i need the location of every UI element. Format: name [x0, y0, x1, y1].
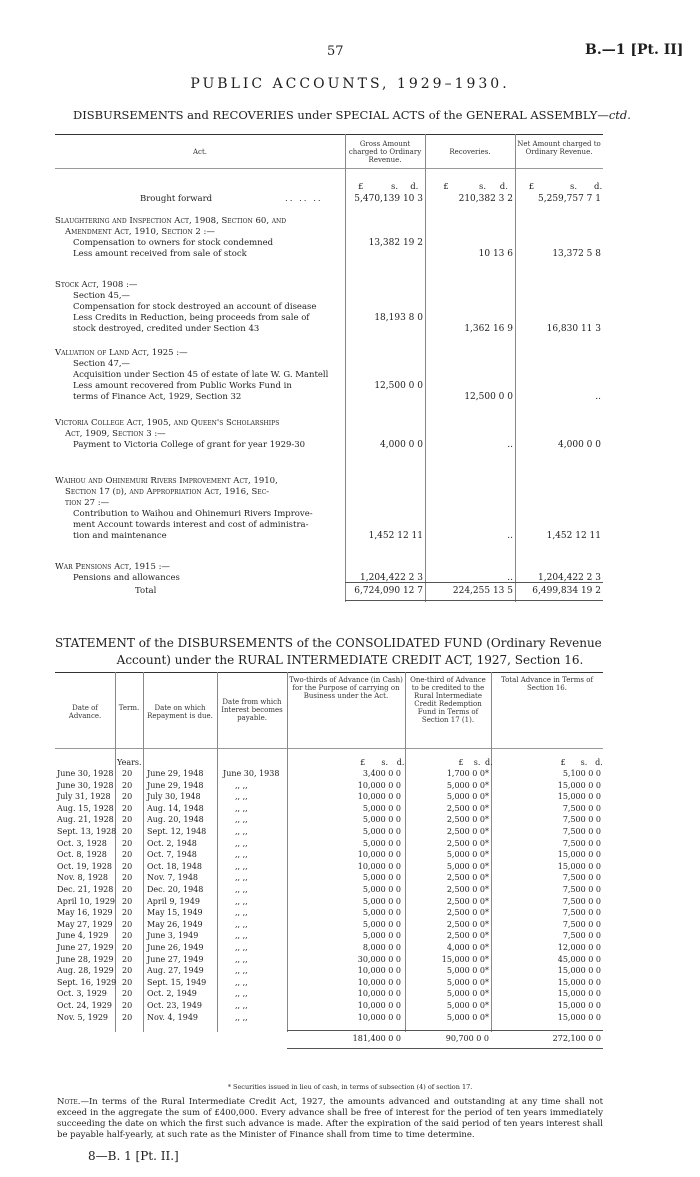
one-third-amount: 2,500 0 0* [446, 838, 489, 848]
act-line: Payment to Victoria College of grant for year 1929-30 [73, 440, 306, 450]
act-line: Acquisition under Section 45 of estate of late W. G. Mantell [73, 370, 329, 380]
repayment-date: Oct. 2, 1949 [147, 989, 197, 999]
term: 20 [122, 919, 133, 929]
act-line: Amendment Act, 1910, Section 2 :— [65, 227, 215, 237]
col-header: Date of Advance. [68, 704, 102, 720]
unit-label: s. [391, 182, 399, 192]
advance-date: Nov. 8, 1928 [57, 873, 109, 883]
unit-label: s. [570, 182, 578, 192]
ditto-mark: ,, ,, [235, 943, 248, 952]
two-thirds-amount: 3,400 0 0 [362, 769, 401, 778]
unit-label: d. [396, 758, 405, 767]
col-header: Total Advance in Terms of Section 16. [500, 676, 594, 692]
total-double-rule [345, 600, 603, 601]
unit-label: d. [594, 182, 603, 192]
column-rule [217, 672, 218, 1032]
total-rule [345, 582, 603, 583]
ditto-mark: ,, ,, [235, 908, 248, 918]
act-line: ment Account towards interest and cost of administra- [73, 520, 309, 530]
advance-date: Sept. 16, 1929 [57, 977, 117, 987]
col-header: Term. [118, 704, 140, 712]
term: 20 [122, 827, 133, 836]
one-third-amount: 5,000 0 0* [446, 1012, 489, 1022]
unit-label: d. [499, 182, 508, 192]
act-line: Compensation for stock destroyed an account of disease [73, 302, 317, 312]
ditto-mark: ,, ,, [235, 861, 248, 871]
column-rule [491, 672, 492, 1032]
advance-date: June 30, 1928 [57, 769, 114, 778]
two-thirds-amount: 5,000 0 0 [362, 885, 401, 894]
two-thirds-amount: 5,000 0 0 [362, 896, 401, 906]
total-net: 6,499,834 19 2 [532, 586, 601, 596]
net-amount: 1,204,422 2 3 [538, 573, 601, 583]
repayment-date: Aug. 14, 1948 [147, 803, 204, 813]
act-line: Section 45,— [73, 291, 131, 301]
one-third-amount: 2,500 0 0* [446, 885, 489, 894]
act-line: tion 27 :— [65, 498, 110, 508]
gross-amount: 4,000 0 0 [380, 440, 423, 450]
one-third-amount: 2,500 0 0* [446, 919, 489, 929]
two-thirds-amount: 10,000 0 0 [357, 780, 401, 790]
two-thirds-amount: 30,000 0 0 [357, 954, 401, 964]
term: 20 [122, 861, 133, 871]
total-advance: 5,100 0 0 [562, 769, 601, 778]
one-third-amount: 2,500 0 0* [446, 803, 489, 813]
two-thirds-amount: 5,000 0 0 [362, 827, 401, 836]
two-thirds-amount: 5,000 0 0 [362, 919, 401, 929]
total-recoveries: 224,255 13 5 [452, 586, 513, 596]
two-thirds-amount: 5,000 0 0 [362, 803, 401, 813]
act-line: Compensation to owners for stock condemned [73, 238, 274, 248]
ditto-mark: ,, ,, [235, 1001, 248, 1010]
unit-label: £ [528, 182, 535, 192]
ditto-mark: ,, ,, [235, 803, 248, 813]
repayment-date: Sept. 15, 1949 [147, 977, 207, 987]
disbursements-table [55, 134, 603, 606]
total-advance: 7,500 0 0 [562, 838, 601, 848]
gross-amount: 18,193 8 0 [374, 313, 423, 323]
one-third-amount: 1,700 0 0* [446, 769, 489, 778]
act-line: Victoria College Act, 1905, and Queen's Scholarships [55, 418, 280, 428]
two-thirds-amount: 10,000 0 0 [357, 861, 401, 871]
gross-amount: 1,452 12 11 [368, 531, 423, 541]
ditto-mark: ,, ,, [235, 931, 248, 941]
column-rule [405, 672, 406, 1032]
repayment-date: Oct. 23, 1949 [147, 1001, 202, 1010]
unit-label: £ [443, 182, 449, 192]
bf-gross: 5,470,139 10 3 [354, 194, 423, 204]
act-line: terms of Finance Act, 1929, Section 32 [73, 392, 242, 402]
totals-bottom-rule [287, 1048, 603, 1049]
advance-date: Oct. 8, 1928 [57, 850, 107, 860]
repayment-date: Oct. 2, 1948 [147, 838, 197, 848]
repayment-date: May 26, 1949 [147, 919, 203, 929]
term: 20 [122, 896, 133, 906]
rural-credit-table [55, 672, 603, 1072]
ditto-mark: ,, ,, [235, 919, 248, 929]
advance-date: Oct. 3, 1929 [57, 989, 107, 999]
ditto-mark: ,, ,, [235, 989, 248, 999]
term: 20 [122, 885, 133, 894]
leader-dots: .. .. .. [285, 194, 323, 204]
unit-label: s. [479, 182, 487, 192]
ditto-mark: ,, ,, [235, 966, 248, 976]
net-amount: 13,372 5 8 [552, 249, 601, 259]
two-thirds-amount: 10,000 0 0 [357, 850, 401, 860]
recoveries-amount: 12,500 0 0 [464, 392, 513, 402]
repayment-date: July 30, 1948 [147, 792, 201, 802]
statement-heading [55, 635, 605, 669]
ditto-mark: ,, ,, [235, 896, 248, 906]
act-line: tion and maintenance [73, 531, 167, 541]
ditto-mark: ,, ,, [235, 954, 248, 964]
term: 20 [122, 943, 133, 952]
term: 20 [122, 1001, 133, 1010]
two-thirds-amount: 5,000 0 0 [362, 838, 401, 848]
one-third-amount: 2,500 0 0* [446, 908, 489, 918]
advance-date: June 4, 1929 [57, 931, 109, 941]
unit-label: £ [360, 758, 366, 767]
unit-label: £ [560, 758, 566, 767]
advance-date: Dec. 21, 1928 [57, 885, 114, 894]
gross-amount: 1,204,422 2 3 [360, 573, 423, 583]
table1-heading-suffix: ctd. [608, 108, 631, 122]
one-third-amount: 5,000 0 0* [446, 989, 489, 999]
col-header: Date on which Repayment is due. [147, 704, 213, 720]
total-advance: 15,000 0 0 [557, 850, 601, 860]
unit-label: £ [458, 758, 464, 767]
term: 20 [122, 908, 133, 918]
total-advance: 15,000 0 0 [557, 966, 601, 976]
totals-rule [287, 1030, 603, 1031]
term: 20 [122, 850, 133, 860]
one-third-amount: 5,000 0 0* [446, 1001, 489, 1010]
total-advance: 15,000 0 0 [557, 1001, 601, 1010]
two-thirds-amount: 10,000 0 0 [357, 1001, 401, 1010]
advance-date: June 30, 1928 [57, 780, 114, 790]
total-advance: 7,500 0 0 [562, 896, 601, 906]
one-third-amount: 2,500 0 0* [446, 896, 489, 906]
ditto-mark: ,, ,, [235, 1012, 248, 1022]
act-line: Less Credits in Reduction, being proceeds from sale of [73, 313, 310, 323]
one-third-amount: 5,000 0 0* [446, 966, 489, 976]
ditto-mark: ,, ,, [235, 827, 248, 836]
repayment-date: April 9, 1949 [147, 896, 200, 906]
act-line: Waihou and Ohinemuri Rivers Improvement Act, 1910, [55, 476, 278, 486]
total-advance: 7,500 0 0 [562, 908, 601, 918]
advance-date: Nov. 5, 1929 [57, 1012, 109, 1022]
repayment-date: Sept. 12, 1948 [147, 827, 207, 836]
advance-date: July 31, 1928 [57, 792, 111, 802]
page-number: 57 [327, 44, 344, 59]
term: 20 [122, 769, 133, 778]
advance-date: June 28, 1929 [57, 954, 114, 964]
act-line: Valuation of Land Act, 1925 :— [55, 348, 188, 358]
unit-label: d. [410, 182, 419, 192]
unit-label: d. [595, 758, 603, 767]
unit-label: s. [473, 758, 481, 767]
two-thirds-amount: 8,000 0 0 [362, 943, 401, 952]
two-thirds-amount: 10,000 0 0 [357, 977, 401, 987]
one-third-amount: 5,000 0 0* [446, 792, 489, 802]
col-header-net: Net Amount charged to Ordinary Revenue. [517, 140, 601, 156]
recoveries-amount: .. [507, 573, 513, 583]
col-header-recoveries: Recoveries. [449, 148, 491, 156]
act-line: War Pensions Act, 1915 :— [55, 562, 170, 572]
ditto-mark: ,, ,, [235, 815, 248, 825]
total-advance: 7,500 0 0 [562, 931, 601, 941]
column-rule [287, 672, 288, 1032]
total-advance: 7,500 0 0 [562, 815, 601, 825]
repayment-date: Nov. 4, 1949 [147, 1012, 199, 1022]
bf-net: 5,259,757 7 1 [538, 194, 601, 204]
repayment-date: Oct. 18, 1948 [147, 861, 202, 871]
term: 20 [122, 780, 133, 790]
total-advance: 15,000 0 0 [557, 792, 601, 802]
term: 20 [122, 838, 133, 848]
two-thirds-amount: 5,000 0 0 [362, 931, 401, 941]
repayment-date: Aug. 20, 1948 [147, 815, 204, 825]
total-advance: 7,500 0 0 [562, 827, 601, 836]
act-line: Slaughtering and Inspection Act, 1908, Section 60, and [55, 216, 287, 226]
two-thirds-amount: 10,000 0 0 [357, 989, 401, 999]
table1-heading [42, 108, 662, 122]
total-gross: 6,724,090 12 7 [354, 586, 423, 596]
one-third-amount: 5,000 0 0* [446, 850, 489, 860]
two-thirds-amount: 10,000 0 0 [357, 1012, 401, 1022]
total-one-third: 90,700 0 0 [445, 1034, 489, 1043]
repayment-date: Nov. 7, 1948 [147, 873, 199, 883]
net-amount: 16,830 11 3 [546, 324, 601, 334]
advance-date: May 27, 1929 [57, 919, 113, 929]
statement-heading-line1: STATEMENT of the DISBURSEMENTS of the CONSOLIDATED FUND (Ordinary Revenue [55, 636, 602, 650]
term: 20 [122, 966, 133, 976]
term: 20 [122, 977, 133, 987]
gross-amount: 13,382 19 2 [368, 238, 423, 248]
ditto-mark: ,, ,, [235, 873, 248, 883]
interest-date: June 30, 1938 [223, 769, 280, 778]
term: 20 [122, 803, 133, 813]
repayment-date: June 26, 1949 [147, 943, 204, 952]
act-line: Less amount received from sale of stock [73, 249, 247, 259]
act-line: stock destroyed, credited under Section 43 [73, 324, 260, 334]
two-thirds-amount: 5,000 0 0 [362, 815, 401, 825]
unit-label: s. [580, 758, 588, 767]
col-header-gross: Gross Amount charged to Ordinary Revenue. [348, 140, 422, 164]
repayment-date: June 29, 1948 [147, 769, 204, 778]
column-rule [143, 672, 144, 1032]
act-line: Contribution to Waihou and Ohinemuri Rivers Improve- [73, 509, 313, 519]
term: 20 [122, 873, 133, 883]
total-advance: 15,000 0 0 [557, 861, 601, 871]
col-header-act: Act. [192, 148, 207, 156]
total-advance: 12,000 0 0 [557, 943, 601, 952]
act-line: Stock Act, 1908 :— [55, 280, 138, 290]
ditto-mark: ,, ,, [235, 780, 248, 790]
net-amount: 4,000 0 0 [558, 440, 601, 450]
total-advance: 15,000 0 0 [557, 1012, 601, 1022]
bf-recoveries: 210,382 3 2 [458, 194, 513, 204]
repayment-date: Aug. 27, 1949 [147, 966, 204, 976]
col-header: Two-thirds of Advance (in Cash) for the Purpose of carrying on Business under the Act. [289, 676, 403, 700]
repayment-date: Dec. 20, 1948 [147, 885, 204, 894]
unit-label: s. [381, 758, 389, 767]
unit-label: £ [358, 182, 364, 192]
repayment-date: May 15, 1949 [147, 908, 203, 918]
advance-date: Aug. 21, 1928 [57, 815, 114, 825]
total-advance: 7,500 0 0 [562, 885, 601, 894]
ditto-mark: ,, ,, [235, 885, 248, 894]
advance-date: June 27, 1929 [57, 943, 114, 952]
two-thirds-amount: 10,000 0 0 [357, 792, 401, 802]
two-thirds-amount: 5,000 0 0 [362, 908, 401, 918]
recoveries-amount: .. [507, 440, 513, 450]
two-thirds-amount: 5,000 0 0 [362, 873, 401, 883]
term: 20 [122, 954, 133, 964]
act-line: Less amount recovered from Public Works Fund in [73, 381, 292, 391]
advance-date: Sept. 13, 1928 [57, 827, 117, 836]
total-advance: 7,500 0 0 [562, 803, 601, 813]
net-amount: .. [595, 392, 601, 402]
advance-date: April 10, 1929 [57, 896, 116, 906]
one-third-amount: 4,000 0 0* [446, 943, 489, 952]
ditto-mark: ,, ,, [235, 838, 248, 848]
recoveries-amount: 10 13 6 [478, 249, 513, 259]
recoveries-amount: 1,362 16 9 [464, 324, 513, 334]
total-advance: 15,000 0 0 [557, 780, 601, 790]
total-label: Total [135, 586, 157, 596]
one-third-amount: 5,000 0 0* [446, 780, 489, 790]
note-paragraph [57, 1097, 603, 1141]
act-line: Section 17 (d), and Appropriation Act, 1916, Sec- [65, 487, 270, 497]
ditto-mark: ,, ,, [235, 850, 248, 860]
statement-heading-line2: Account) under the RURAL INTERMEDIATE CREDIT ACT, 1927, Section 16. [116, 653, 584, 667]
col-header: One-third of Advance to be credited to the Rural Intermediate Credit Redemption Fund in Terms of Section 17 (1). [410, 676, 486, 724]
table1-heading-main: DISBURSEMENTS and RECOVERIES under SPECIAL ACTS of the GENERAL ASSEMBLY— [73, 108, 609, 122]
total-advance-sum: 272,100 0 0 [552, 1034, 601, 1043]
repayment-date: June 27, 1949 [147, 954, 204, 964]
ditto-mark: ,, ,, [235, 977, 248, 987]
one-third-amount: 15,000 0 0* [441, 954, 489, 964]
term: 20 [122, 1012, 133, 1022]
two-thirds-amount: 10,000 0 0 [357, 966, 401, 976]
one-third-amount: 2,500 0 0* [446, 827, 489, 836]
one-third-amount: 2,500 0 0* [446, 815, 489, 825]
note-text: —In terms of the Rural Intermediate Credit Act, 1927, the amounts advanced and outstanding at any time shall not exceed in the aggregate the sum of £400,000. Every advance shall be free of interest for the period of ten years immediately succeeding the date on which the first such advance is made. After the expiration of the said period of ten years interest shall be payable half-yearly, at such rate as the Minister of Finance shall from time to time determine. [57, 1097, 603, 1140]
page-signature: 8—B. 1 [Pt. II.] [88, 1149, 179, 1163]
repayment-date: Oct. 7, 1948 [147, 850, 197, 860]
footnote: * Securities issued in lieu of cash, in terms of subsection (4) of section 17. [227, 1083, 473, 1091]
document-reference: B.—1 [Pt. II] [585, 42, 684, 58]
net-amount: 1,452 12 11 [546, 531, 601, 541]
page-title: PUBLIC ACCOUNTS, 1929–1930. [190, 76, 510, 92]
total-advance: 7,500 0 0 [562, 873, 601, 883]
recoveries-amount: .. [507, 531, 513, 541]
term: 20 [122, 792, 133, 802]
one-third-amount: 2,500 0 0* [446, 873, 489, 883]
total-advance: 15,000 0 0 [557, 977, 601, 987]
term-unit: Years. [117, 758, 142, 767]
total-advance: 7,500 0 0 [562, 919, 601, 929]
one-third-amount: 2,500 0 0* [446, 931, 489, 941]
term: 20 [122, 931, 133, 941]
advance-date: Oct. 3, 1928 [57, 838, 107, 848]
unit-label: d. [484, 758, 493, 767]
total-advance: 15,000 0 0 [557, 989, 601, 999]
advance-date: Oct. 24, 1929 [57, 1001, 112, 1010]
repayment-date: June 3, 1949 [147, 931, 199, 941]
act-line: Act, 1909, Section 3 :— [65, 429, 166, 439]
one-third-amount: 5,000 0 0* [446, 977, 489, 987]
term: 20 [122, 989, 133, 999]
act-line: Pensions and allowances [73, 573, 180, 583]
advance-date: Aug. 28, 1929 [57, 966, 114, 976]
note-label: Note. [57, 1097, 81, 1107]
advance-date: Aug. 15, 1928 [57, 803, 114, 813]
total-advance: 45,000 0 0 [557, 954, 601, 964]
term: 20 [122, 815, 133, 825]
col-header: Date from which Interest becomes payable. [221, 698, 283, 722]
advance-date: Oct. 19, 1928 [57, 861, 112, 871]
total-two-thirds: 181,400 0 0 [352, 1034, 401, 1043]
repayment-date: June 29, 1948 [147, 780, 204, 790]
ditto-mark: ,, ,, [235, 792, 248, 802]
one-third-amount: 5,000 0 0* [446, 861, 489, 871]
advance-date: May 16, 1929 [57, 908, 113, 918]
act-line: Section 47,— [73, 359, 131, 369]
brought-forward-label: Brought forward [140, 194, 213, 204]
gross-amount: 12,500 0 0 [374, 381, 423, 391]
